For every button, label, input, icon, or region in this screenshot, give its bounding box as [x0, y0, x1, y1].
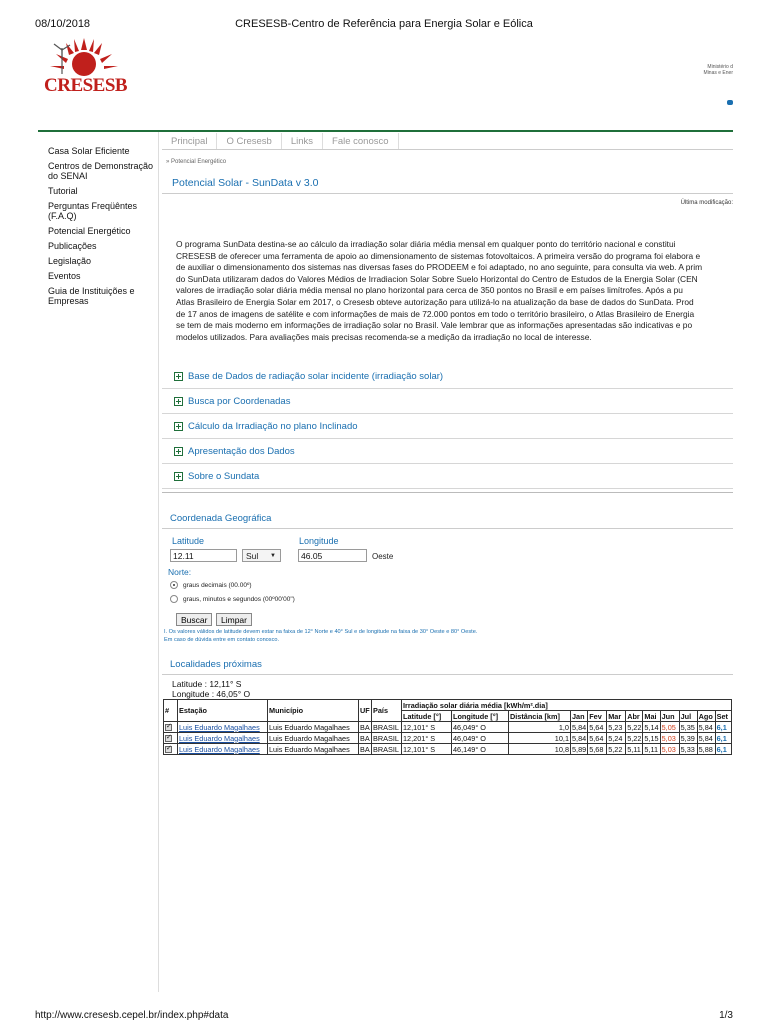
breadcrumb[interactable]: » Potencial Energético: [166, 159, 227, 165]
expand-icon: [174, 472, 183, 481]
col-uf: UF: [359, 700, 372, 722]
cell-month-min: 5,05: [660, 722, 679, 733]
title-divider: [162, 193, 733, 194]
col-station: Estação: [178, 700, 268, 722]
page-title: Potencial Solar - SunData v 3.0: [172, 177, 319, 189]
cell-month: 5,35: [679, 722, 697, 733]
cell-uf: BA: [360, 722, 370, 732]
last-modified: Última modificação:: [680, 200, 733, 206]
cell-pais: BRASIL: [372, 722, 402, 733]
radio-button-selected[interactable]: [170, 581, 178, 589]
tab-principal[interactable]: Principal: [162, 133, 217, 149]
sidebar-divider: [158, 132, 159, 992]
cell-month: 5,84: [572, 733, 587, 743]
cell-month: 5,88: [697, 744, 715, 755]
cell-month-min: 5,03: [660, 744, 679, 755]
row-checkbox-cell[interactable]: [164, 744, 178, 755]
top-nav: [162, 133, 733, 150]
col-month: Jun: [660, 711, 679, 722]
intro-line: Atlas Brasileiro de Energia Solar em 2017, o Cresesb obteve autorização para utilizá-lo na atualização da base de dados do SunData. Prod: [176, 296, 694, 307]
accordion-apresentacao[interactable]: [162, 439, 733, 464]
col-month: Jul: [679, 711, 697, 722]
cell-month-max: 6,1: [715, 722, 731, 733]
cell-month: 5,84: [572, 722, 587, 732]
print-url: http://www.cresesb.cepel.br/index.php#data: [35, 1010, 229, 1021]
intro-line: do SunData utilizaram dados do Valores Médios de Irradiacion Solar Sobre Suelo Horizontal do Centro de Estudos de la Energia Solar (CEN: [176, 273, 698, 284]
col-month: Fev: [588, 711, 607, 722]
queried-latitude: Latitude : 12,11° S: [172, 679, 242, 689]
expand-icon: [174, 422, 183, 431]
longitude-suffix: Oeste: [372, 552, 394, 561]
cell-month: 5,15: [644, 733, 659, 743]
cell-month-max: 6,1: [715, 733, 731, 744]
cell-lat: 12,101° S: [402, 744, 452, 755]
sun-logo-icon: [44, 38, 124, 78]
cell-month: 5,68: [588, 744, 607, 755]
cell-month: 5,11: [626, 744, 643, 755]
accordion-label: Apresentação dos Dados: [188, 445, 295, 457]
format-dms-label: graus, minutos e segundos (00º00'00"): [183, 595, 295, 603]
sidebar-item-eventos[interactable]: Eventos: [48, 271, 81, 281]
sidebar-item-potencial[interactable]: Potencial Energético: [48, 226, 131, 236]
longitude-input[interactable]: [298, 549, 367, 562]
sidebar-item-legislacao[interactable]: Legislação: [48, 256, 92, 266]
expand-icon: [174, 397, 183, 406]
intro-line: se tem de mais moderno em informações de irradiação solar no Brasil. Vale lembrar que as informações apresentadas são indicativas e po: [176, 320, 693, 331]
cell-month: 5,89: [572, 744, 587, 754]
table-row: [164, 744, 732, 755]
cell-month: 5,22: [627, 722, 642, 732]
format-decimal-option[interactable]: [170, 581, 252, 589]
cell-month: 5,39: [679, 733, 697, 744]
cell-uf: BA: [360, 744, 370, 754]
col-month: Ago: [697, 711, 715, 722]
col-longitude: Longitude [°]: [452, 711, 509, 722]
cell-municipio: Luis Eduardo Magalhaes: [268, 722, 359, 733]
cell-month-min: 5,03: [660, 733, 679, 744]
queried-coordinates: [172, 679, 250, 699]
cell-month: 5,14: [644, 722, 659, 732]
format-label: Norte:: [168, 567, 192, 577]
row-checkbox-cell[interactable]: [164, 733, 178, 744]
sidebar-item-guia[interactable]: Guia de Instituições e Empresas: [48, 286, 135, 306]
col-month: Mai: [643, 711, 660, 722]
col-municipio: Município: [268, 700, 359, 722]
accordion-base-dados[interactable]: [162, 364, 733, 389]
expand-icon: [174, 447, 183, 456]
col-pais: País: [372, 700, 402, 722]
tab-links[interactable]: Links: [282, 133, 323, 149]
latitude-input[interactable]: [170, 549, 237, 562]
format-decimal-label: graus decimais (00.00º): [183, 581, 252, 589]
tab-fale-conosco[interactable]: Fale conosco: [323, 133, 399, 149]
expand-icon: [174, 372, 183, 381]
results-section-title: Localidades próximas: [170, 659, 262, 670]
row-checkbox[interactable]: [165, 735, 172, 742]
cell-dist: 1,0: [509, 722, 571, 733]
cell-municipio: Luis Eduardo Magalhaes: [268, 744, 359, 755]
cell-pais: BRASIL: [372, 744, 402, 755]
ministry-line2: Minas e Ener: [703, 70, 733, 76]
station-link[interactable]: Luis Eduardo Magalhaes: [178, 733, 268, 744]
clear-button[interactable]: Limpar: [216, 613, 252, 626]
col-month: Abr: [626, 711, 643, 722]
cell-month: 5,23: [607, 722, 626, 733]
cell-month: 5,84: [697, 733, 715, 744]
cell-lat: 12,101° S: [402, 722, 452, 733]
sidebar-item-casa-solar[interactable]: Casa Solar Eficiente: [48, 146, 130, 156]
cell-dist: 10,8: [509, 744, 571, 755]
cell-month-max: 6,1: [715, 744, 731, 755]
intro-line: valores de irradiação solar diária média mensal no plano horizontal para cerca de 350 pontos no Brasil e em países limítrofes. Após a pu: [176, 285, 683, 296]
latitude-label: Latitude: [172, 536, 205, 546]
cell-month: 5,84: [697, 722, 715, 733]
col-month: Set: [715, 711, 731, 722]
accordion-calculo-inclinado[interactable]: [162, 414, 733, 439]
format-dms-option[interactable]: [170, 595, 295, 603]
accordion-divider: [162, 492, 733, 493]
accordion-busca-coordenadas[interactable]: [162, 389, 733, 414]
search-button[interactable]: Buscar: [176, 613, 212, 626]
results-table-container: [163, 699, 733, 761]
row-checkbox[interactable]: [165, 724, 172, 731]
longitude-label: Longitude: [299, 536, 339, 546]
table-row: [164, 722, 732, 733]
info-accordion: [162, 364, 733, 489]
cell-uf: BA: [360, 733, 370, 743]
cell-month: 5,24: [607, 733, 626, 744]
cell-lat: 12,201° S: [402, 733, 452, 744]
logo-text: CRESESB: [44, 75, 128, 96]
cell-pais: BRASIL: [372, 733, 402, 744]
station-link[interactable]: Luis Eduardo Magalhaes: [178, 744, 268, 755]
results-section-rule: [162, 674, 733, 675]
intro-line: modelos utilizados. Para avaliações mais precisas recomenda-se a medição da irradiação no local de interesse.: [176, 331, 592, 342]
intro-line: de auxiliar o dimensionamento dos sistemas nas diversas fases do PRODEEM e foi adaptado, no ano seguinte, para consulta via web. A prim: [176, 262, 703, 273]
cresesb-logo[interactable]: [44, 38, 128, 100]
cell-lon: 46,049° O: [452, 733, 509, 744]
tab-o-cresesb[interactable]: O Cresesb: [217, 133, 281, 149]
results-table: [163, 699, 732, 755]
sidebar-item-centros-senai[interactable]: Centros de Demonstração do SENAI: [48, 161, 154, 181]
contact-note[interactable]: Em caso de dúvida entre em contato conosco.: [164, 637, 280, 643]
cell-month: 5,22: [607, 744, 626, 755]
cell-lon: 46,149° O: [452, 744, 509, 755]
accordion-label: Sobre o Sundata: [188, 470, 260, 482]
sidebar-menu: [48, 146, 156, 311]
row-checkbox-cell[interactable]: [164, 722, 178, 733]
print-page-count: 1/3: [719, 1010, 733, 1021]
table-header-row: [164, 700, 732, 711]
intro-line: O programa SunData destina-se ao cálculo da irradiação solar diária média mensal em qualquer ponto do território nacional e constitui: [176, 239, 676, 249]
cell-dist: 10,1: [509, 733, 571, 744]
accordion-sobre[interactable]: [162, 464, 733, 489]
col-month: Mar: [607, 711, 626, 722]
cell-month: 5,64: [588, 722, 607, 733]
coordinate-section-title: Coordenada Geográfica: [170, 513, 272, 524]
row-checkbox[interactable]: [165, 746, 172, 753]
ministry-logo: [704, 64, 733, 76]
cell-municipio: Luis Eduardo Magalhaes: [268, 733, 359, 744]
cell-lon: 46,049° O: [452, 722, 509, 733]
sidebar-item-publicacoes[interactable]: Publicações: [48, 241, 97, 251]
queried-longitude: Longitude : 46,05° O: [172, 689, 251, 699]
hemisphere-select[interactable]: [242, 549, 281, 562]
chevron-down-icon: ▼: [270, 553, 276, 559]
sidebar-item-tutorial[interactable]: Tutorial: [48, 186, 78, 196]
col-distance: Distância [km]: [509, 711, 571, 722]
station-link[interactable]: Luis Eduardo Magalhaes: [178, 722, 268, 733]
brand-mark-icon: [727, 100, 733, 105]
intro-line: CRESESB de oferecer uma ferramenta de apoio ao dimensionamento de sistemas fotovoltaicos. A primeira versão do programa foi elabora e: [176, 250, 701, 261]
cell-month: 5,64: [588, 733, 607, 744]
intro-text: [176, 239, 733, 361]
cell-month: 5,22: [627, 733, 642, 743]
cell-month: 5,11: [643, 744, 660, 755]
print-title: CRESESB-Centro de Referência para Energia Solar e Eólica: [235, 18, 533, 30]
accordion-label: Base de Dados de radiação solar incidente (irradiação solar): [188, 370, 444, 382]
sidebar-item-faq[interactable]: Perguntas Freqüêntes (F.A.Q): [48, 201, 138, 221]
intro-line: de 17 anos de imagens de satélite e com informações de mais de 72.000 pontos em todo o território brasileiro, o Atlas Brasileiro de Energia: [176, 308, 695, 319]
col-month: Jan: [571, 711, 588, 722]
print-date: 08/10/2018: [35, 18, 91, 30]
accordion-label: Busca por Coordenadas: [188, 395, 291, 407]
col-latitude: Latitude [°]: [402, 711, 452, 722]
hemisphere-value: Sul: [246, 551, 259, 561]
cell-month: 5,33: [679, 744, 697, 755]
accordion-label: Cálculo da Irradiação no plano Inclinado: [188, 420, 358, 432]
ministry-line1: Ministério d: [707, 64, 733, 70]
validity-note: I. Os valores válidos de latitude devem estar na faixa de 12° Norte e 40° Sul e de longitude na faixa de 30° Oeste e 80° Oeste.: [164, 629, 478, 635]
col-hash: #: [164, 700, 178, 722]
radio-button[interactable]: [170, 595, 178, 603]
table-row: [164, 733, 732, 744]
col-group-irradiation: Irradiação solar diária média [kWh/m².dia]: [402, 700, 732, 711]
header-divider: [38, 130, 733, 132]
coordinate-section-rule: [162, 528, 733, 529]
